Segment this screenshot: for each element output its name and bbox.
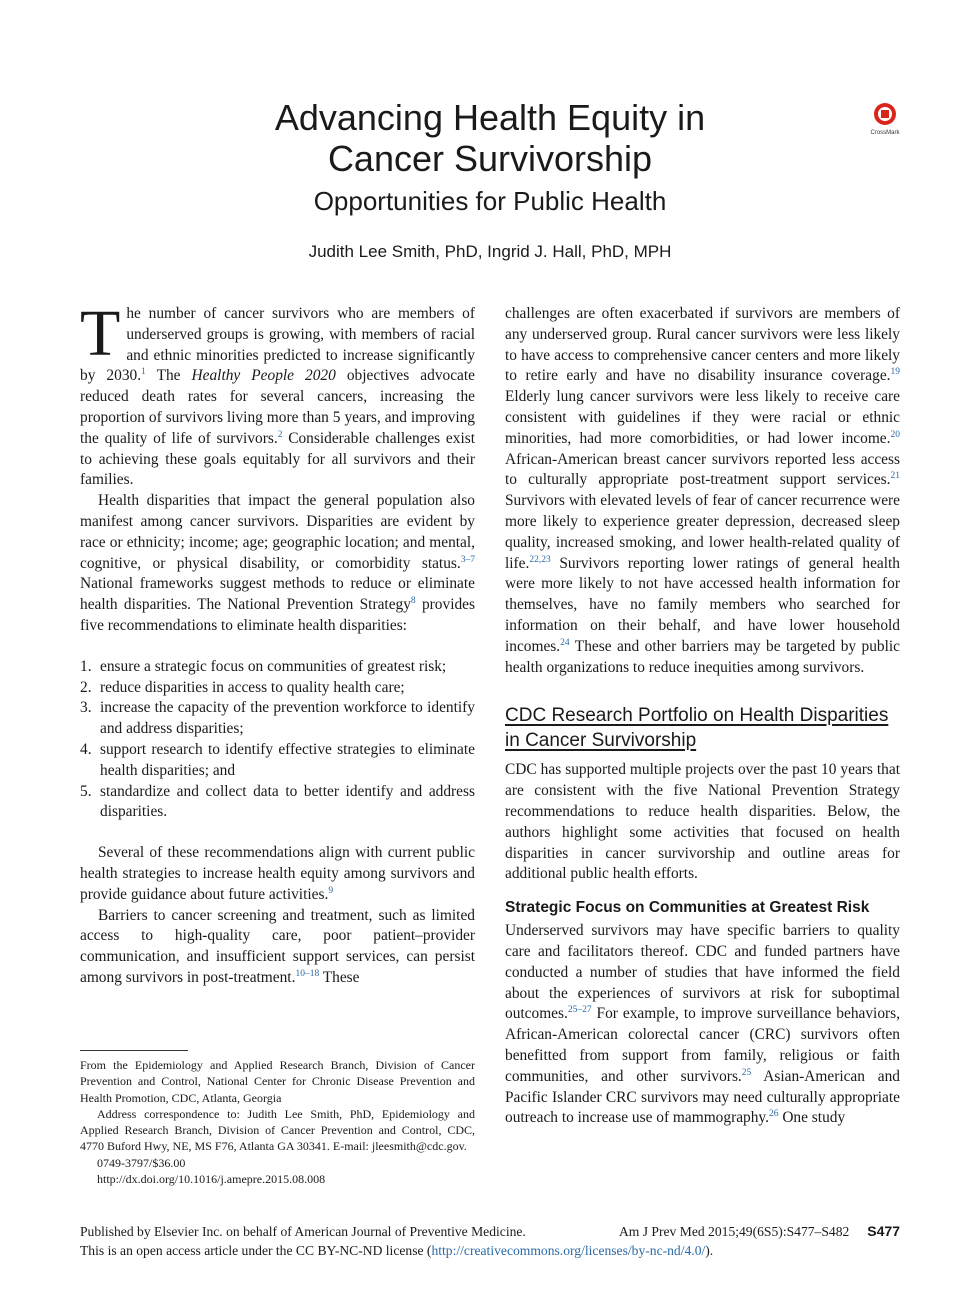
article-title	[0, 97, 960, 179]
ref-link[interactable]: 19	[890, 367, 900, 378]
ref-link[interactable]: 20	[890, 429, 900, 440]
recommendations-list	[80, 657, 475, 823]
body-paragraph: Health disparities that impact the general population also manifest among cancer survivors. Disparities are evident by race or ethnicity; income; age; geographic location; and mental, cognitive, or physical disability, or comorbidity status.$^{3-7}$ National frameworks suggest methods to reduce or eliminate health disparities. The National Prevention Strategy$^8$ provides five recommendations to eliminate health disparities:	[80, 492, 475, 634]
crossmark-icon[interactable]	[868, 101, 902, 137]
ref-link[interactable]: 10–18	[295, 968, 320, 979]
correspondence-note: Address correspondence to: Judith Lee Smith, PhD, Epidemiology and Applied Research Branch, Division of Cancer Prevention and Control, CDC, 4770 Buford Hwy, NE, MS F76, Atlanta GA 30341. E-mail: jleesmith@cdc.gov.	[80, 1106, 475, 1154]
ref-link[interactable]: 8	[410, 596, 416, 607]
license-line: This is an open access article under the CC BY-NC-ND license (http://creativecommons.org/licenses/by-nc-nd/4.0/).	[80, 1243, 714, 1258]
ref-link[interactable]: 24	[560, 637, 570, 648]
ref-link[interactable]: 25	[741, 1067, 752, 1078]
body-paragraph: Underserved survivors may have specific barriers to quality care and facilitators thereof. CDC and funded partners have conducted a number of studies that have informed the field about the experiences of survivors at risk for suboptimal outcomes.$^{25-27}$ For example, to improve surveillance behaviors, African-American colorectal cancer (CRC) survivors often benefitted from support from family, religious or faith communities, and other survivors.$^{25}$ Asian-American and Pacific Islander CRC survivors may need culturally appropriate outreach to increase use of mammography.$^{26}$ One study	[505, 922, 900, 1127]
ref-link[interactable]: 9	[328, 885, 334, 896]
left-column	[80, 297, 475, 989]
section-heading: CDC Research Portfolio on Health Disparities in Cancer Survivorship	[505, 705, 889, 752]
ref-link[interactable]: 3–7	[460, 554, 475, 565]
ref-link[interactable]: 26	[768, 1109, 779, 1120]
ref-link[interactable]: 21	[890, 471, 900, 482]
license-link[interactable]: http://creativecommons.org/licenses/by-nc-nd/4.0/	[431, 1243, 706, 1258]
doi-link[interactable]: http://dx.doi.org/10.1016/j.amepre.2015.08.008	[97, 1172, 326, 1187]
footnotes	[80, 1057, 475, 1187]
ref-link[interactable]: 22,23	[529, 554, 551, 565]
article-subtitle: Opportunities for Public Health	[313, 186, 667, 216]
footnote-divider	[80, 1050, 188, 1051]
list-item: 1. ensure a strategic focus on communities of greatest risk;	[80, 657, 447, 675]
list-item: 5. standardize and collect data to better identify and address disparities.	[80, 782, 475, 821]
crossmark-center	[881, 110, 889, 118]
body-paragraph: challenges are often exacerbated if survivors are members of any underserved group. Rural cancer survivors were less likely to have access to comprehensive cancer centers and more likely to retire early and have no disability insurance coverage.$^{19}$ Elderly lung cancer survivors were less likely to receive care consistent with guidelines if they were racial or ethnic minorities, had more comorbidities, or had lower income.$^{20}$ African-American breast cancer survivors reported less access to culturally appropriate post-treatment support services.$^{21}$ Survivors with elevated levels of fear of cancer recurrence were more likely to experience greater depression, decreased sleep quality, increased smoking, and lower health-related quality of life.$^{22,23}$ Survivors reporting lower ratings of general health were more likely to not have accessed health information for themselves, have no family members who searched for information on their behalf, and have lower household incomes.$^{24}$ These and other barriers may be targeted by public health organizations to reduce inequities among survivors.	[505, 305, 900, 676]
price-note: 0749-3797/$36.00	[97, 1155, 186, 1170]
body-paragraph: Barriers to cancer screening and treatment, such as limited access to high-quality care, poor patient–provider communication, and insufficient support services, can persist among survivors in post-treatment.$^{10-18}$ These	[80, 906, 475, 986]
page-footer	[80, 1222, 900, 1260]
crossmark-label: CrossMark	[870, 130, 900, 136]
ref-link[interactable]: 25–27	[567, 1005, 592, 1016]
body-paragraph: CDC has supported multiple projects over the past 10 years that are consistent with the five National Prevention Strategy recommendations to reduce health disparities. Below, the authors highlight some activities that focused on health disparities in cancer survivorship and outline areas for additional public health efforts.	[505, 761, 900, 883]
title-line-1: Advancing Health Equity in	[274, 97, 706, 138]
list-item: 2. reduce disparities in access to quality health care;	[80, 678, 405, 696]
title-line-2: Cancer Survivorship	[327, 138, 653, 179]
intro-paragraph: The number of cancer survivors who are members of underserved groups is growing, with members of racial and ethnic minorities predicted to increase significantly by 2030.$^1$ The Healthy People 2020 objectives advocate reduced death rates for several cancers, increasing the proportion of survivors living more than 5 years, and improving the quality of life of survivors.$^2$ Considerable challenges exist to achieving these goals equitably for all survivors and their families.	[80, 297, 475, 489]
body-paragraph: Several of these recommendations align with current public health strategies to increase health equity among survivors and provide guidance about future activities.$^9$	[80, 844, 475, 903]
author-list: Judith Lee Smith, PhD, Ingrid J. Hall, PhD, MPH	[308, 242, 672, 261]
subsection-heading: Strategic Focus on Communities at Greatest Risk	[505, 899, 870, 917]
list-item: 4. support research to identify effective strategies to eliminate health disparities; and	[80, 740, 475, 779]
right-column	[505, 304, 900, 1129]
affiliation-note: From the Epidemiology and Applied Research Branch, Division of Cancer Prevention and Control, National Center for Chronic Disease Prevention and Health Promotion, CDC, Atlanta, Georgia	[80, 1058, 475, 1105]
ref-link[interactable]: 2	[277, 429, 283, 440]
publisher-line: Published by Elsevier Inc. on behalf of American Journal of Preventive Medicine.	[80, 1224, 526, 1239]
journal-citation: Am J Prev Med 2015;49(6S5):S477–S482	[618, 1224, 850, 1239]
drop-cap: T	[80, 297, 121, 370]
ref-link[interactable]: 1	[141, 367, 146, 378]
list-item: 3. increase the capacity of the prevention workforce to identify and address disparities;	[80, 699, 475, 738]
page-number: S477	[867, 1223, 900, 1239]
